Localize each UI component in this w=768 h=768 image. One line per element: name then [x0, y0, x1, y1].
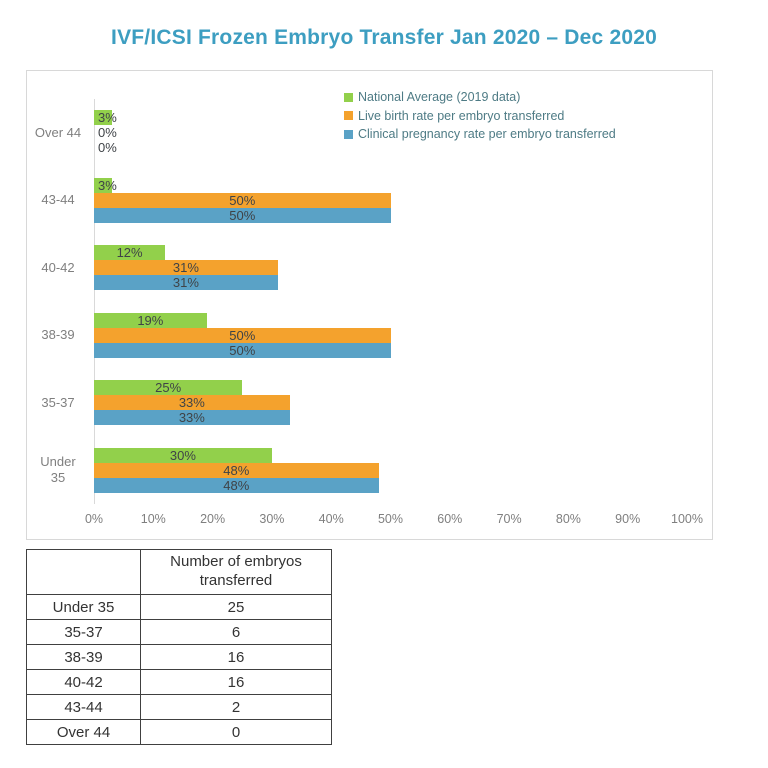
chart: [26, 70, 713, 540]
table-cell-age: Under 35: [27, 595, 141, 620]
x-tick-label: 50%: [377, 512, 404, 526]
category-label: Under 35: [40, 454, 76, 486]
chart-legend: [344, 88, 616, 144]
x-tick-label: 30%: [259, 512, 285, 526]
legend-item: [344, 107, 616, 126]
bar-value-label: 3%: [98, 177, 117, 193]
bar-value-label: 33%: [178, 410, 205, 426]
table-row: [27, 595, 332, 620]
bar-value-label: 25%: [155, 380, 182, 396]
bar-value-label: 33%: [178, 395, 205, 411]
bar-value-label: 50%: [229, 192, 256, 208]
bar-value-label: 50%: [229, 207, 256, 223]
bar-value-label: 0%: [98, 125, 117, 141]
x-tick-label: 60%: [437, 512, 463, 526]
bar-value-label: 31%: [172, 260, 199, 276]
y-axis-line: [94, 99, 95, 504]
table-row: [27, 695, 332, 720]
x-tick-label: 80%: [555, 512, 581, 526]
x-tick-label: 10%: [140, 512, 166, 526]
legend-label: National Average (2019 data): [358, 90, 521, 105]
x-tick-label: 20%: [200, 512, 226, 526]
legend-item: [344, 88, 616, 107]
legend-swatch-icon: [344, 130, 353, 139]
category-label: 43-44: [41, 192, 75, 208]
table-cell-age: 38-39: [27, 645, 141, 670]
table-cell-count: 2: [141, 695, 332, 720]
bar-value-label: 50%: [229, 342, 256, 358]
x-tick-label: 90%: [615, 512, 641, 526]
table-cell-age: Over 44: [27, 720, 141, 745]
table-cell-count: 0: [141, 720, 332, 745]
table-cell-age: 40-42: [27, 670, 141, 695]
table-header-cell-age: [27, 550, 141, 595]
legend-label: Live birth rate per embryo transferred: [358, 108, 565, 123]
x-tick-label: 40%: [318, 512, 344, 526]
x-tick-label: 0%: [84, 512, 104, 526]
table-cell-count: 25: [141, 595, 332, 620]
category-label: 35-37: [41, 394, 75, 410]
bar-value-label: 31%: [172, 275, 199, 291]
table-row: [27, 645, 332, 670]
category-label: Over 44: [34, 124, 82, 140]
table-row: [27, 670, 332, 695]
table-header-row: [27, 550, 332, 595]
bar-value-label: 48%: [223, 462, 250, 478]
table-cell-count: 16: [141, 670, 332, 695]
category-label: 38-39: [41, 327, 75, 343]
legend-swatch-icon: [344, 111, 353, 120]
embryo-count-table: [26, 549, 332, 745]
table-cell-count: 6: [141, 620, 332, 645]
table-row: [27, 720, 332, 745]
bar-value-label: 3%: [98, 110, 117, 126]
legend-swatch-icon: [344, 93, 353, 102]
table-cell-age: 43-44: [27, 695, 141, 720]
bar-value-label: 19%: [137, 312, 164, 328]
bar-value-label: 50%: [229, 327, 256, 343]
x-tick-label: 100%: [671, 512, 703, 526]
table-header-cell-count: Number of embryos transferred: [141, 550, 332, 595]
category-label: 40-42: [41, 259, 75, 275]
x-tick-label: 70%: [496, 512, 522, 526]
table-cell-age: 35-37: [27, 620, 141, 645]
bar-value-label: 12%: [116, 245, 143, 261]
bar-value-label: 48%: [223, 477, 250, 493]
table-row: [27, 620, 332, 645]
legend-item: [344, 125, 616, 144]
legend-label: Clinical pregnancy rate per embryo transferred: [358, 127, 616, 142]
bar-value-label: 30%: [169, 447, 196, 463]
table-cell-count: 16: [141, 645, 332, 670]
chart-title: IVF/ICSI Frozen Embryo Transfer Jan 2020 – Dec 2020: [111, 26, 657, 49]
bar-value-label: 0%: [98, 140, 117, 156]
